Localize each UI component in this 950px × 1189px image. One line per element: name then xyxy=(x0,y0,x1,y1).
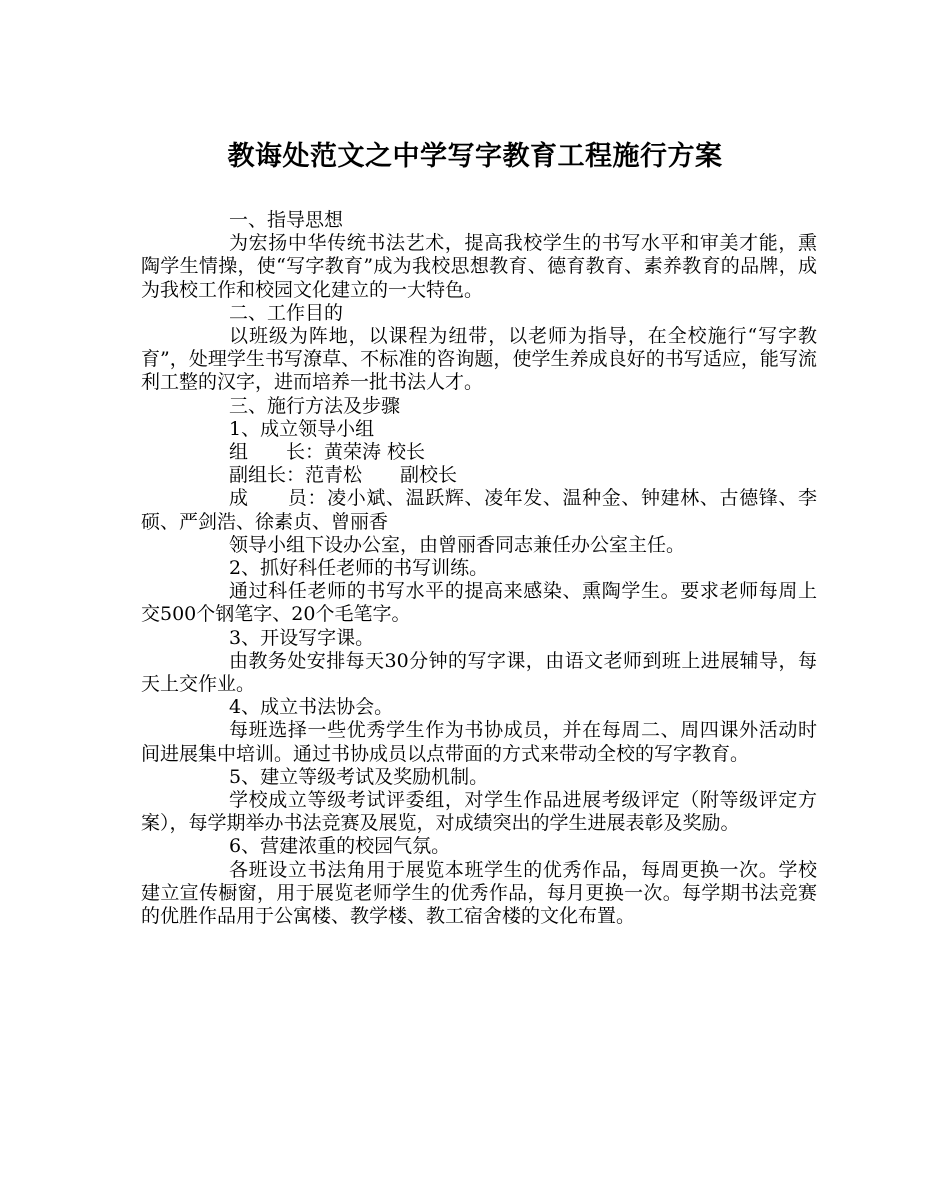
body-line: 组 长：黄荣涛 校长 xyxy=(229,441,426,464)
body-paragraph: 通过科任老师的书写水平的提高来感染、熏陶学生。要求老师每周上交500个钢笔字、20个毛笔字。 xyxy=(141,580,817,626)
body-paragraph: 每班选择一些优秀学生作为书协成员，并在每周二、周四课外活动时间进展集中培训。通过书协成员以点带面的方式来带动全校的写字教育。 xyxy=(141,719,817,765)
subsection-heading: 3、开设写字课。 xyxy=(229,626,375,649)
body-paragraph: 为宏扬中华传统书法艺术，提高我校学生的书写水平和审美才能，熏陶学生情操，使“写字教育”成为我校思想教育、德育教育、素养教育的品牌，成为我校工作和校园文化建立的一大特色。 xyxy=(141,232,817,301)
section-heading: 一、指导思想 xyxy=(229,209,344,231)
document-title: 教诲处范文之中学写字教育工程施行方案 xyxy=(227,141,723,172)
body-paragraph: 学校成立等级考试评委组，对学生作品进展考级评定（附等级评定方案），每学期举办书法竞赛及展览，对成绩突出的学生进展表彰及奖励。 xyxy=(141,789,817,835)
subsection-heading: 5、建立等级考试及奖励机制。 xyxy=(229,765,489,788)
section-heading: 二、工作目的 xyxy=(229,301,344,324)
body-paragraph: 领导小组下设办公室，由曾丽香同志兼任办公室主任。 xyxy=(229,533,686,556)
subsection-heading: 2、抓好科任老师的书写训练。 xyxy=(229,557,489,580)
body-line: 副组长：范青松 副校长 xyxy=(229,464,458,487)
body-paragraph: 以班级为阵地，以课程为纽带，以老师为指导，在全校施行“写字教育”，处理学生书写潦草、不标准的咨询题，使学生养成良好的书写适应，能写流利工整的汉字，进而培养一批书法人才。 xyxy=(141,325,817,394)
body-paragraph: 成 员：凌小斌、温跃辉、凌年发、温种金、钟建林、古德锋、李 硕、严剑浩、徐素贞、曾丽香 xyxy=(141,487,856,533)
body-paragraph: 各班设立书法角用于展览本班学生的优秀作品，每周更换一次。学校建立宣传橱窗，用于展览老师学生的优秀作品，每月更换一次。每学期书法竞赛的优胜作品用于公寓楼、教学楼、教工宿舍楼的文化布置。 xyxy=(141,858,817,928)
section-heading: 三、施行方法及步骤 xyxy=(229,394,401,417)
subsection-heading: 4、成立书法协会。 xyxy=(229,696,394,719)
subsection-heading: 1、成立领导小组 xyxy=(229,417,375,440)
document-body xyxy=(141,209,856,928)
body-paragraph: 由教务处安排每天30分钟的写字课，由语文老师到班上进展辅导，每天上交作业。 xyxy=(141,649,817,696)
subsection-heading: 6、营建浓重的校园气氛。 xyxy=(229,835,451,858)
